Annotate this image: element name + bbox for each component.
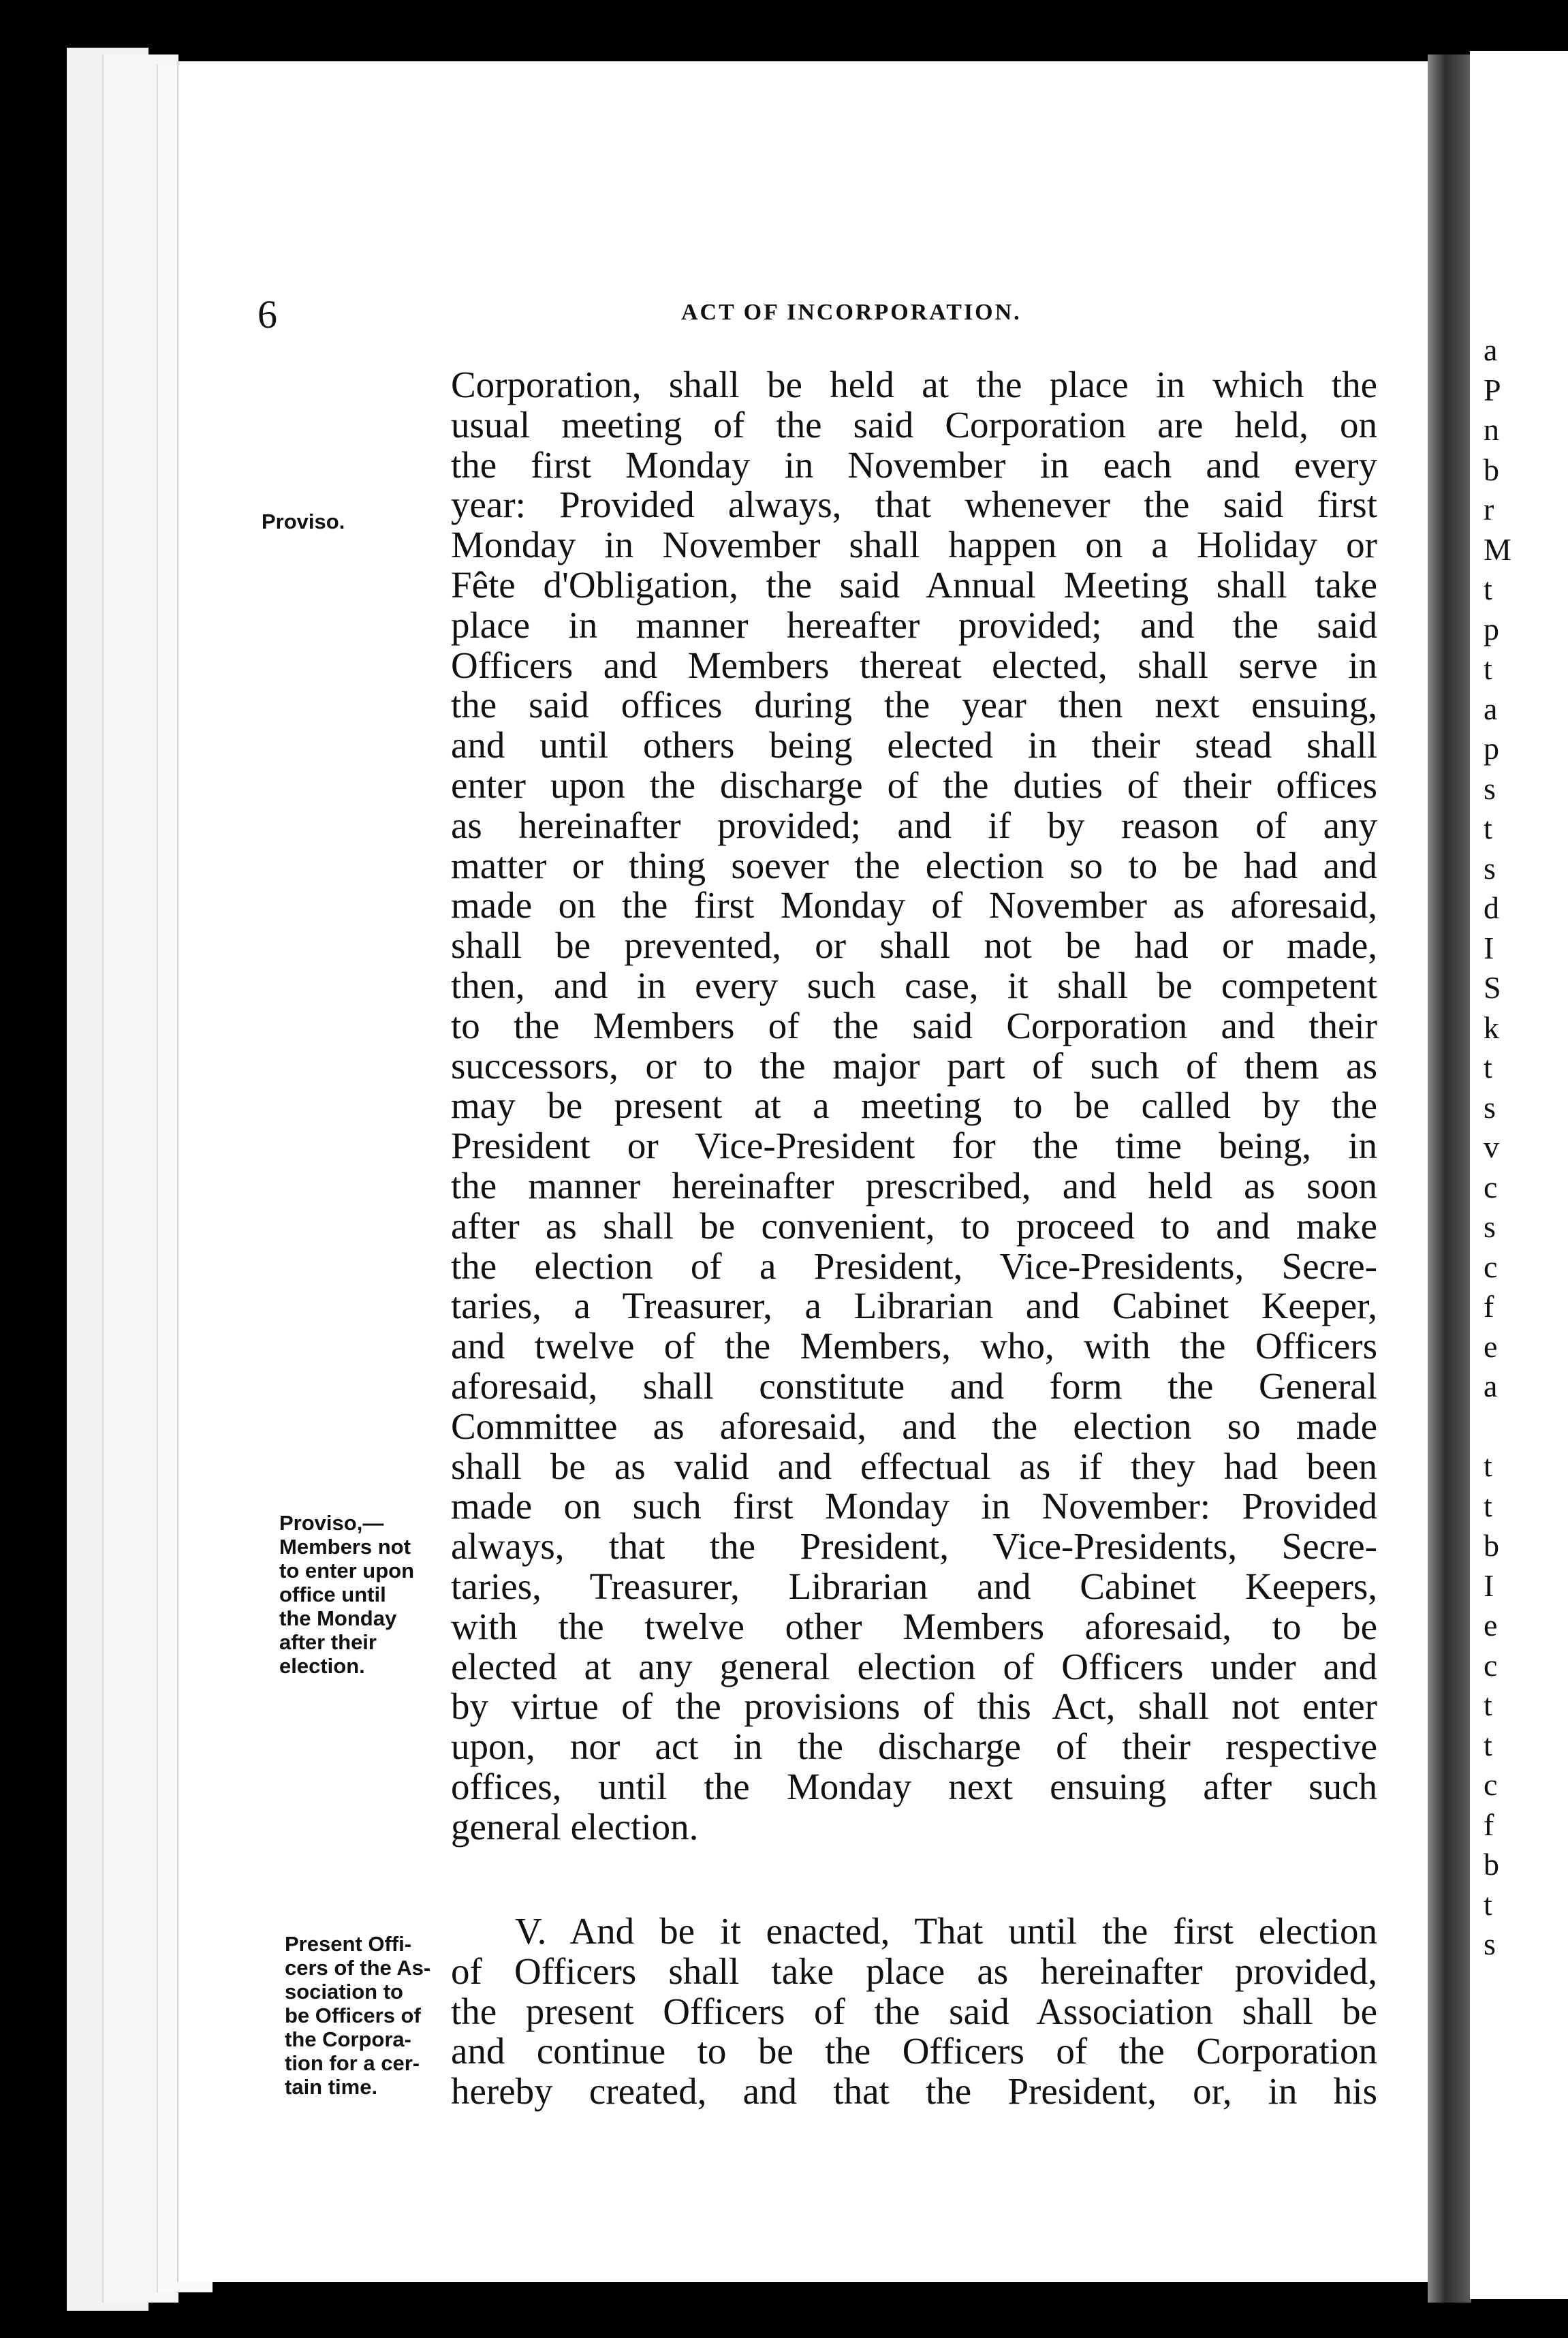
facing-page-fragment: r (1484, 492, 1494, 527)
margin-note-line: to enter upon (279, 1559, 415, 1583)
text-line: the first Monday in November in each and every (451, 443, 1377, 486)
facing-page-fragment: b (1484, 452, 1499, 487)
facing-page-fragment: I (1484, 930, 1494, 965)
text-line: the said offices during the year then next ensuing, (451, 684, 1377, 726)
margin-note-line: Proviso. (262, 510, 345, 533)
margin-note-line: sociation to (285, 1980, 403, 2004)
text-line: aforesaid, shall constitute and form the General (451, 1365, 1377, 1407)
facing-page-fragment: t (1484, 1687, 1492, 1722)
facing-page-fragment: s (1484, 850, 1496, 886)
text-line: offices, until the Monday next ensuing after such (451, 1765, 1377, 1807)
facing-page-fragment: c (1484, 1169, 1498, 1204)
margin-note-line: after their (279, 1630, 377, 1654)
text-line: matter or thing soever the election so to be had and (451, 844, 1377, 886)
facing-page-fragment: k (1484, 1010, 1499, 1045)
facing-page-fragment: e (1484, 1328, 1498, 1364)
text-line: taries, a Treasurer, a Librarian and Cabinet Keeper, (451, 1285, 1377, 1327)
text-line: elected at any general election of Officers under and (451, 1645, 1377, 1687)
text-line: upon, nor act in the discharge of their respective (451, 1726, 1377, 1768)
margin-note-line: tion for a cer- (285, 2051, 420, 2075)
facing-page-fragment: v (1484, 1129, 1499, 1164)
facing-page-fragment: t (1484, 572, 1492, 606)
text-line: Fête d'Obligation, the said Annual Meeting shall take (451, 563, 1377, 606)
text-line: general election. (451, 1805, 699, 1848)
facing-page-fragment: e (1484, 1608, 1498, 1642)
facing-page-fragment: t (1484, 1488, 1492, 1523)
text-line: shall be prevented, or shall not be had or made, (451, 924, 1377, 967)
facing-page-fragment: c (1484, 1647, 1498, 1683)
facing-page-fragment: a (1484, 691, 1498, 726)
text-line: may be present at a meeting to be called by the (451, 1085, 1377, 1127)
text-line: V. And be it enacted, That until the first election (515, 1910, 1377, 1952)
page-number: 6 (257, 292, 277, 337)
margin-note-line: tain time. (285, 2075, 378, 2099)
text-line: Monday in November shall happen on a Holiday or (451, 524, 1377, 566)
margin-note-line: Members not (279, 1535, 411, 1559)
facing-page-fragment: I (1484, 1568, 1494, 1603)
facing-page-fragment: s (1484, 1927, 1496, 1961)
text-line: taries, Treasurer, Librarian and Cabinet Keepers, (451, 1565, 1377, 1607)
facing-page-fragment: p (1484, 731, 1499, 766)
text-line: place in manner hereafter provided; and the said (451, 604, 1377, 646)
margin-note-line: cers of the As- (285, 1956, 431, 1980)
text-line: of Officers shall take place as hereinafter provided, (451, 1950, 1377, 1992)
text-line: the present Officers of the said Association shall be (451, 1990, 1377, 2032)
facing-page-fragment: t (1484, 651, 1492, 686)
facing-page-fragment: P (1484, 372, 1501, 407)
text-line: year: Provided always, that whenever the said first (451, 484, 1377, 526)
text-line: enter upon the discharge of the duties of their offices (451, 764, 1377, 806)
text-line: Committee as aforesaid, and the election so made (451, 1405, 1377, 1447)
margin-note-proviso (262, 510, 345, 533)
text-line: made on the first Monday of November as aforesaid, (451, 884, 1377, 926)
facing-page-fragment: b (1484, 1528, 1499, 1563)
text-line: by virtue of the provisions of this Act, shall not enter (451, 1685, 1377, 1728)
text-line: always, that the President, Vice-Presidents, Secre- (451, 1525, 1377, 1568)
text-line: and continue to be the Officers of the Corporation (451, 2030, 1377, 2072)
text-line: as hereinafter provided; and if by reason of any (451, 804, 1377, 846)
text-line: Corporation, shall be held at the place in which the (451, 364, 1377, 405)
book-spine (1428, 54, 1471, 2303)
facing-page-fragment: c (1484, 1767, 1498, 1802)
facing-page-fragment: t (1484, 811, 1492, 845)
facing-page-fragment: b (1484, 1847, 1499, 1882)
running-head: ACT OF INCORPORATION. (681, 300, 1022, 325)
text-line: successors, or to the major part of such of them as (451, 1044, 1377, 1087)
facing-page-fragment: s (1484, 770, 1496, 806)
facing-page-fragment: s (1484, 1089, 1496, 1125)
text-line: hereby created, and that the President, or, in his (451, 2070, 1377, 2113)
text-line: the manner hereinafter prescribed, and held as soon (451, 1164, 1377, 1206)
text-line: made on such first Monday in November: Provided (451, 1485, 1377, 1527)
facing-page-fragment: S (1484, 970, 1501, 1005)
text-line: Officers and Members thereat elected, shall serve in (451, 644, 1377, 686)
text-line: with the twelve other Members aforesaid, to be (451, 1605, 1377, 1647)
body-paragraph (451, 365, 1377, 1847)
margin-note-line: be Officers of (285, 2004, 421, 2027)
facing-page-fragment: d (1484, 890, 1499, 925)
margin-note-line: the Corpora- (285, 2027, 411, 2051)
section-v-paragraph (451, 1912, 1377, 2112)
text-line: then, and in every such case, it shall be competent (451, 964, 1377, 1006)
text-line: shall be as valid and effectual as if they had been (451, 1445, 1377, 1487)
facing-page-fragment: t (1484, 1886, 1492, 1922)
margin-note-line: the Monday (279, 1606, 397, 1630)
facing-page-fragment: s (1484, 1209, 1496, 1244)
margin-note-line: office until (279, 1583, 386, 1606)
facing-page-fragment: p (1484, 611, 1499, 646)
facing-page-fragment: f (1484, 1289, 1494, 1324)
facing-page-fragment: a (1484, 1369, 1498, 1403)
margin-note-line: election. (279, 1654, 365, 1678)
margin-note-present-officers (285, 1932, 430, 2099)
facing-page-fragment: n (1484, 412, 1499, 447)
margin-note-line: Present Offi- (285, 1932, 412, 1956)
facing-page-fragment: f (1484, 1807, 1494, 1842)
text-line: the election of a President, Vice-Presidents, Secre- (451, 1245, 1377, 1287)
text-line: and until others being elected in their stead shall (451, 724, 1377, 766)
facing-page-fragment: M (1484, 531, 1511, 567)
facing-page (1470, 51, 1568, 2299)
margin-note-members-not-to-enter (279, 1511, 414, 1678)
text-line: and twelve of the Members, who, with the Officers (451, 1325, 1377, 1367)
facing-page-fragment: t (1484, 1050, 1492, 1085)
facing-page-fragment: a (1484, 332, 1498, 367)
text-line: after as shall be convenient, to proceed to and make (451, 1204, 1377, 1247)
margin-note-line: Proviso,— (279, 1511, 384, 1535)
facing-page-fragment: c (1484, 1249, 1498, 1284)
text-line: usual meeting of the said Corporation are held, on (451, 403, 1377, 446)
facing-page-fragment: t (1484, 1727, 1492, 1762)
text-line: President or Vice-President for the time being, in (451, 1125, 1377, 1167)
text-line: to the Members of the said Corporation and their (451, 1004, 1377, 1046)
facing-page-fragment: t (1484, 1448, 1492, 1483)
